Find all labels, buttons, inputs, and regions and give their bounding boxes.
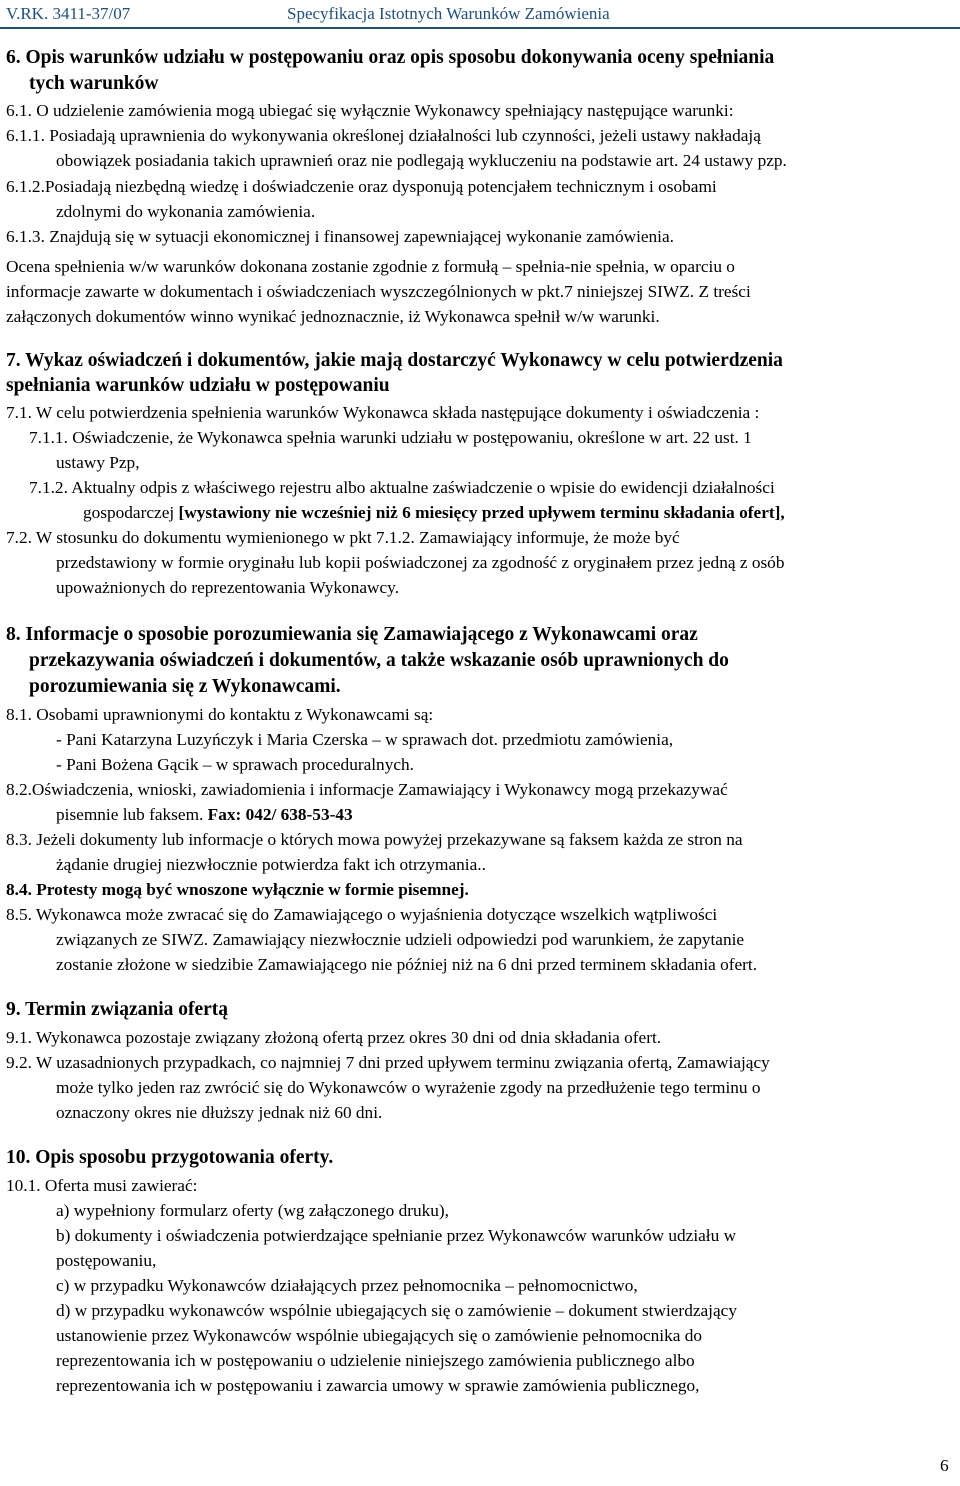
para-8-5-cont-1: związanych ze SIWZ. Zamawiający niezwłocznie udzieli odpowiedzi pod warunkiem, że zapytanie (56, 930, 745, 949)
section-6-heading: 6. Opis warunków udziału w postępowaniu oraz opis sposobu dokonywania oceny spełniania (6, 47, 775, 68)
para-7-2-cont-1: przedstawiony w formie oryginału lub kopii poświadczonej za zgodność z oryginałem przez jedną z osób (56, 553, 785, 572)
para-7-1-1: 7.1.1. Oświadczenie, że Wykonawca spełnia warunki udziału w postępowaniu, określone w art. 22 ust. 1 (29, 428, 752, 447)
para-6-1-3: 6.1.3. Znajdują się w sytuacji ekonomicznej i finansowej zapewniającej wykonanie zamówienia. (6, 227, 674, 246)
para-6-1: 6.1. O udzielenie zamówienia mogą ubiegać się wyłącznie Wykonawcy spełniający następujące warunki: (6, 101, 734, 120)
para-6-1-2: 6.1.2.Posiadają niezbędną wiedzę i doświadczenie oraz dysponują potencjałem technicznym i osobami (6, 177, 717, 196)
contact-person-2: - Pani Bożena Gącik – w sprawach proceduralnych. (56, 755, 414, 774)
para-8-2-cont (56, 804, 353, 826)
document-reference: V.RK. 3411-37/07 (6, 4, 131, 23)
para-8-1: 8.1. Osobami uprawnionymi do kontaktu z Wykonawcami są: (6, 705, 434, 724)
para-8-2-text: pisemnie lub faksem. (56, 805, 208, 824)
section-7-heading-cont: spełniania warunków udziału w postępowaniu (6, 375, 390, 396)
para-7-1: 7.1. W celu potwierdzenia spełnienia warunków Wykonawca składa następujące dokumenty i oświadczenia : (6, 403, 760, 422)
assessment-para-3: załączonych dokumentów winno wynikać jednoznacznie, iż Wykonawca spełnił w/w warunki. (6, 307, 660, 326)
list-item-d-cont-3: reprezentowania ich w postępowaniu i zawarcia umowy w sprawie zamówienia publicznego, (56, 1376, 700, 1395)
contact-person-1: - Pani Katarzyna Luzyńczyk i Maria Czerska – w sprawach dot. przedmiotu zamówienia, (56, 730, 674, 749)
document-title: Specyfikacja Istotnych Warunków Zamówienia (287, 4, 610, 23)
list-item-d: d) w przypadku wykonawców wspólnie ubiegających się o zamówienie – dokument stwierdzający (56, 1301, 737, 1320)
list-item-d-cont-1: ustanowienie przez Wykonawców wspólnie ubiegających się o zamówienie pełnomocnika do (56, 1326, 702, 1345)
para-7-1-2-text: gospodarczej (83, 503, 179, 522)
section-9-heading: 9. Termin związania ofertą (6, 999, 229, 1020)
fax-number: Fax: 042/ 638-53-43 (207, 805, 353, 824)
list-item-b: b) dokumenty i oświadczenia potwierdzające spełnianie przez Wykonawców warunków udziału w (56, 1226, 737, 1245)
page-number: 6 (940, 1456, 949, 1475)
para-10-1: 10.1. Oferta musi zawierać: (6, 1176, 198, 1195)
assessment-para-1: Ocena spełnienia w/w warunków dokonana zostanie zgodnie z formułą – spełnia-nie spełnia, w oparciu o (6, 257, 735, 276)
para-8-5-cont-2: zostanie złożone w siedzibie Zamawiającego nie później niż na 6 dni przed terminem składania ofert. (56, 955, 758, 974)
para-9-2-cont-1: może tylko jeden raz zwrócić się do Wykonawców o wyrażenie zgody na przedłużenie tego terminu o (56, 1078, 761, 1097)
para-9-2: 9.2. W uzasadnionych przypadkach, co najmniej 7 dni przed upływem terminu związania ofertą, Zamawiający (6, 1053, 770, 1072)
para-7-2: 7.2. W stosunku do dokumentu wymienionego w pkt 7.1.2. Zamawiający informuje, że może być (6, 528, 680, 547)
para-6-1-1-cont: obowiązek posiadania takich uprawnień oraz nie podlegają wykluczeniu na podstawie art. 24 ustawy pzp. (56, 151, 787, 170)
list-item-b-cont: postępowaniu, (56, 1251, 157, 1270)
para-8-3-cont: żądanie drugiej niezwłocznie potwierdza fakt ich otrzymania.. (56, 855, 486, 874)
page-header (0, 0, 960, 28)
para-7-2-cont-2: upoważnionych do reprezentowania Wykonawcy. (56, 578, 400, 597)
para-6-1-1: 6.1.1. Posiadają uprawnienia do wykonywania określonej działalności lub czynności, jeżeli ustawy nakładają (6, 126, 761, 145)
para-8-4: 8.4. Protesty mogą być wnoszone wyłącznie w formie pisemnej. (6, 880, 469, 899)
para-7-1-1-cont: ustawy Pzp, (56, 453, 140, 472)
list-item-d-cont-2: reprezentowania ich w postępowaniu o udzielenie niniejszego zamówienia publicznego albo (56, 1351, 695, 1370)
para-6-1-2-cont: zdolnymi do wykonania zamówienia. (56, 202, 316, 221)
para-8-5: 8.5. Wykonawca może zwracać się do Zamawiającego o wyjaśnienia dotyczące wszelkich wątpliwości (6, 905, 718, 924)
section-8-heading: 8. Informacje o sposobie porozumiewania się Zamawiającego z Wykonawcami oraz (6, 624, 698, 645)
section-7-heading: 7. Wykaz oświadczeń i dokumentów, jakie mają dostarczyć Wykonawcy w celu potwierdzenia (6, 350, 783, 371)
para-7-1-2-cont (83, 502, 785, 524)
section-6-heading-cont: tych warunków (29, 73, 159, 94)
section-10-heading: 10. Opis sposobu przygotowania oferty. (6, 1147, 334, 1168)
header-rule (0, 27, 960, 29)
para-9-1: 9.1. Wykonawca pozostaje związany złożoną ofertą przez okres 30 dni od dnia składania ofert. (6, 1028, 662, 1047)
para-7-1-2: 7.1.2. Aktualny odpis z właściwego rejestru albo aktualne zaświadczenie o wpisie do ewidencji działalności (29, 478, 775, 497)
assessment-para-2: informacje zawarte w dokumentach i oświadczeniach wyszczególnionych w pkt.7 niniejszej SIWZ. Z treści (6, 282, 751, 301)
para-7-1-2-bold: [wystawiony nie wcześniej niż 6 miesięcy przed upływem terminu składania ofert], (178, 503, 785, 522)
para-9-2-cont-2: oznaczony okres nie dłuższy jednak niż 60 dni. (56, 1103, 383, 1122)
list-item-c: c) w przypadku Wykonawców działających przez pełnomocnika – pełnomocnictwo, (56, 1276, 638, 1295)
para-8-2: 8.2.Oświadczenia, wnioski, zawiadomienia i informacje Zamawiający i Wykonawcy mogą przekazywać (6, 780, 728, 799)
section-8-heading-cont-2: porozumiewania się z Wykonawcami. (29, 676, 341, 697)
list-item-a: a) wypełniony formularz oferty (wg załączonego druku), (56, 1201, 449, 1220)
section-8-heading-cont-1: przekazywania oświadczeń i dokumentów, a także wskazanie osób uprawnionych do (29, 650, 729, 671)
para-8-3: 8.3. Jeżeli dokumenty lub informacje o których mowa powyżej przekazywane są faksem każda ze stron na (6, 830, 743, 849)
